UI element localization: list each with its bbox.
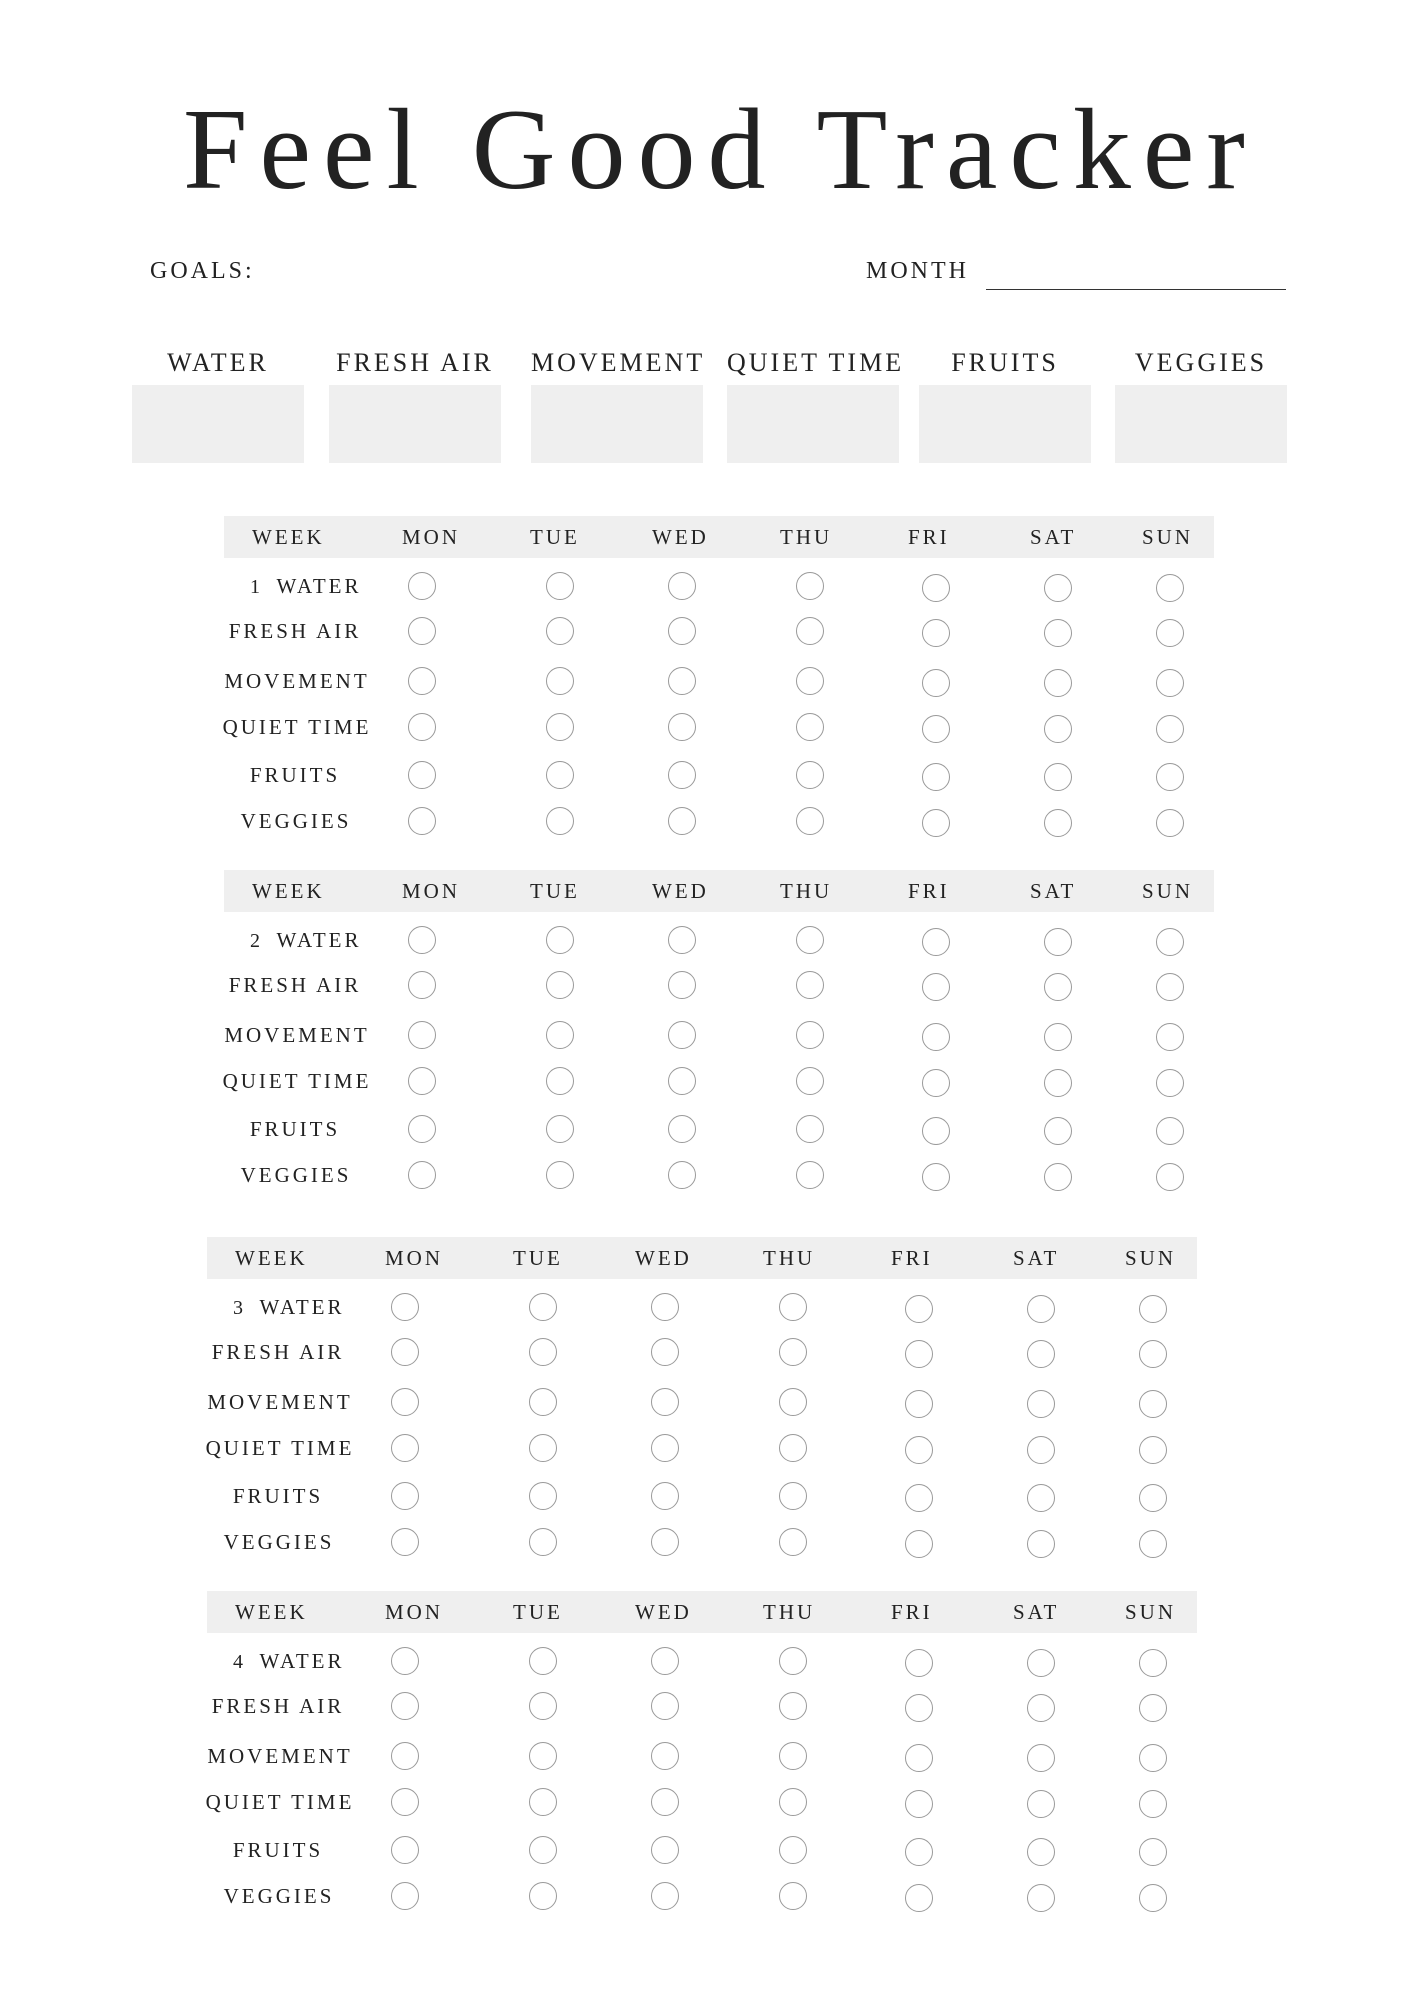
check-circle-sun[interactable] [1139,1436,1167,1464]
check-circle-thu[interactable] [796,761,824,789]
check-circle-fri[interactable] [922,669,950,697]
habit-row-label: VEGGIES [223,1884,335,1908]
check-circle-fri[interactable] [905,1530,933,1558]
check-circle-thu[interactable] [779,1788,807,1816]
day-header-tue: TUE [530,879,580,903]
check-circle-sun[interactable] [1139,1790,1167,1818]
page-title: Feel Good Tracker [183,86,1257,214]
habit-goal-4 [727,347,905,379]
check-circle-tue[interactable] [529,1647,557,1675]
check-circle-tue[interactable] [529,1836,557,1864]
check-circle-mon[interactable] [391,1882,419,1910]
habit-row-label: MOVEMENT [224,669,370,693]
check-circle-tue[interactable] [529,1482,557,1510]
check-circle-sun[interactable] [1156,973,1184,1001]
habit-goal-box[interactable] [1115,385,1287,463]
day-header-thu: THU [780,879,833,903]
check-circle-fri[interactable] [905,1744,933,1772]
check-circle-mon[interactable] [408,1161,436,1189]
week-header-label: WEEK [252,525,325,549]
check-circle-tue[interactable] [546,971,574,999]
check-circle-mon[interactable] [408,1021,436,1049]
check-circle-tue[interactable] [546,572,574,600]
habit-goal-box[interactable] [531,385,703,463]
check-circle-wed[interactable] [668,761,696,789]
habit-name: WATER [167,348,269,377]
check-circle-thu[interactable] [796,971,824,999]
habit-name: FRUITS [951,348,1059,377]
check-circle-thu[interactable] [779,1882,807,1910]
check-circle-sun[interactable] [1156,809,1184,837]
check-circle-sat[interactable] [1044,619,1072,647]
day-header-wed: WED [635,1600,692,1624]
check-circle-mon[interactable] [391,1528,419,1556]
check-circle-tue[interactable] [546,761,574,789]
check-circle-tue[interactable] [546,926,574,954]
check-circle-wed[interactable] [668,713,696,741]
check-circle-tue[interactable] [529,1528,557,1556]
check-circle-fri[interactable] [922,1163,950,1191]
check-circle-wed[interactable] [668,1021,696,1049]
check-circle-wed[interactable] [651,1692,679,1720]
day-header-tue: TUE [513,1600,563,1624]
habit-row-label: WATER [276,928,362,952]
habit-row-label: FRUITS [232,1484,324,1508]
habit-row-label: QUIET TIME [222,715,372,739]
check-circle-fri[interactable] [905,1790,933,1818]
check-circle-wed[interactable] [651,1338,679,1366]
check-circle-sat[interactable] [1044,574,1072,602]
check-circle-sun[interactable] [1156,763,1184,791]
check-circle-tue[interactable] [546,1021,574,1049]
week-number: 3 [233,1297,243,1319]
check-circle-mon[interactable] [391,1647,419,1675]
check-circle-tue[interactable] [546,1161,574,1189]
check-circle-sun[interactable] [1139,1484,1167,1512]
day-header-sat: SAT [1013,1600,1060,1624]
habit-name: VEGGIES [1134,348,1268,377]
day-header-mon: MON [385,1246,444,1270]
check-circle-wed[interactable] [651,1293,679,1321]
check-circle-wed[interactable] [651,1788,679,1816]
check-circle-thu[interactable] [779,1338,807,1366]
day-header-sat: SAT [1013,1246,1060,1270]
check-circle-sun[interactable] [1139,1694,1167,1722]
check-circle-tue[interactable] [546,1115,574,1143]
habit-row-label: WATER [259,1295,345,1319]
check-circle-thu[interactable] [796,926,824,954]
day-header-fri: FRI [908,879,950,903]
check-circle-thu[interactable] [796,1161,824,1189]
day-header-fri: FRI [891,1246,933,1270]
check-circle-mon[interactable] [391,1692,419,1720]
habit-name: MOVEMENT [531,348,706,377]
month-input-line[interactable] [986,289,1286,290]
check-circle-tue[interactable] [546,1067,574,1095]
habit-row-label: FRESH AIR [228,619,362,643]
habit-row-label: MOVEMENT [207,1390,353,1414]
check-circle-sun[interactable] [1156,1023,1184,1051]
day-header-mon: MON [402,525,461,549]
check-circle-fri[interactable] [905,1884,933,1912]
week-number: 2 [250,930,260,952]
check-circle-wed[interactable] [651,1882,679,1910]
check-circle-sat[interactable] [1044,669,1072,697]
check-circle-sat[interactable] [1027,1390,1055,1418]
check-circle-wed[interactable] [668,1115,696,1143]
check-circle-sun[interactable] [1139,1390,1167,1418]
day-header-sun: SUN [1142,525,1194,549]
check-circle-wed[interactable] [651,1647,679,1675]
habit-row-label: FRESH AIR [211,1694,345,1718]
check-circle-sun[interactable] [1139,1340,1167,1368]
day-header-sun: SUN [1125,1246,1177,1270]
check-circle-wed[interactable] [668,1161,696,1189]
check-circle-fri[interactable] [905,1340,933,1368]
habit-row-label: WATER [259,1649,345,1673]
check-circle-tue[interactable] [529,1338,557,1366]
check-circle-wed[interactable] [668,617,696,645]
check-circle-mon[interactable] [408,572,436,600]
check-circle-sun[interactable] [1156,1069,1184,1097]
habit-goal-box[interactable] [919,385,1091,463]
habit-row-label: FRUITS [249,763,341,787]
check-circle-fri[interactable] [905,1484,933,1512]
check-circle-wed[interactable] [668,572,696,600]
week-header-label: WEEK [252,879,325,903]
check-circle-sat[interactable] [1027,1295,1055,1323]
check-circle-fri[interactable] [922,1069,950,1097]
check-circle-sat[interactable] [1044,1023,1072,1051]
check-circle-sat[interactable] [1044,1069,1072,1097]
check-circle-sat[interactable] [1044,928,1072,956]
check-circle-wed[interactable] [651,1388,679,1416]
check-circle-tue[interactable] [529,1293,557,1321]
week-block-1 [224,516,1214,836]
check-circle-fri[interactable] [905,1295,933,1323]
check-circle-fri[interactable] [905,1838,933,1866]
check-circle-mon[interactable] [408,926,436,954]
check-circle-tue[interactable] [529,1388,557,1416]
check-circle-thu[interactable] [796,807,824,835]
check-circle-wed[interactable] [668,667,696,695]
check-circle-sat[interactable] [1027,1530,1055,1558]
check-circle-thu[interactable] [779,1482,807,1510]
habit-goal-3 [531,347,706,379]
habit-row-label: WATER [276,574,362,598]
check-circle-sun[interactable] [1139,1838,1167,1866]
check-circle-wed[interactable] [651,1434,679,1462]
habit-goal-box[interactable] [132,385,304,463]
habit-goal-box[interactable] [329,385,501,463]
check-circle-fri[interactable] [905,1694,933,1722]
week-number: 1 [250,576,260,598]
check-circle-sun[interactable] [1139,1649,1167,1677]
check-circle-sat[interactable] [1027,1340,1055,1368]
day-header-thu: THU [780,525,833,549]
day-header-wed: WED [652,879,709,903]
check-circle-fri[interactable] [922,809,950,837]
check-circle-sun[interactable] [1156,1117,1184,1145]
day-header-thu: THU [763,1600,816,1624]
day-header-wed: WED [652,525,709,549]
check-circle-thu[interactable] [779,1434,807,1462]
check-circle-fri[interactable] [922,1117,950,1145]
check-circle-thu[interactable] [779,1836,807,1864]
check-circle-fri[interactable] [905,1390,933,1418]
check-circle-sun[interactable] [1156,619,1184,647]
habit-name: FRESH AIR [336,348,494,377]
check-circle-tue[interactable] [529,1692,557,1720]
check-circle-sat[interactable] [1027,1484,1055,1512]
check-circle-wed[interactable] [651,1482,679,1510]
check-circle-mon[interactable] [408,667,436,695]
check-circle-fri[interactable] [922,928,950,956]
habit-row-label: MOVEMENT [207,1744,353,1768]
day-header-tue: TUE [513,1246,563,1270]
day-header-sat: SAT [1030,525,1077,549]
habit-goal-6 [1115,347,1287,379]
check-circle-wed[interactable] [651,1528,679,1556]
habit-row-label: FRUITS [249,1117,341,1141]
week-block-3 [207,1237,1197,1557]
check-circle-sat[interactable] [1027,1694,1055,1722]
habit-row-label: VEGGIES [240,809,352,833]
check-circle-sun[interactable] [1156,574,1184,602]
check-circle-thu[interactable] [796,1115,824,1143]
habit-goal-1 [132,347,304,379]
check-circle-thu[interactable] [779,1742,807,1770]
check-circle-sat[interactable] [1044,763,1072,791]
week-block-4 [207,1591,1197,1911]
check-circle-sat[interactable] [1027,1838,1055,1866]
day-header-fri: FRI [891,1600,933,1624]
check-circle-fri[interactable] [922,619,950,647]
check-circle-mon[interactable] [391,1742,419,1770]
check-circle-tue[interactable] [546,807,574,835]
check-circle-sat[interactable] [1044,973,1072,1001]
check-circle-wed[interactable] [668,926,696,954]
check-circle-mon[interactable] [408,761,436,789]
check-circle-sun[interactable] [1139,1295,1167,1323]
check-circle-sun[interactable] [1139,1744,1167,1772]
check-circle-sun[interactable] [1156,1163,1184,1191]
goals-label: GOALS: [150,258,255,284]
check-circle-wed[interactable] [668,807,696,835]
check-circle-mon[interactable] [408,807,436,835]
habit-row-label: FRESH AIR [211,1340,345,1364]
check-circle-sat[interactable] [1027,1436,1055,1464]
check-circle-mon[interactable] [408,1115,436,1143]
week-number: 4 [233,1651,243,1673]
habit-row-label: QUIET TIME [205,1436,355,1460]
check-circle-mon[interactable] [391,1338,419,1366]
check-circle-sat[interactable] [1027,1884,1055,1912]
check-circle-thu[interactable] [779,1293,807,1321]
check-circle-sat[interactable] [1027,1649,1055,1677]
check-circle-sun[interactable] [1156,715,1184,743]
week-header-label: WEEK [235,1246,308,1270]
habit-goal-box[interactable] [727,385,899,463]
day-header-tue: TUE [530,525,580,549]
check-circle-fri[interactable] [905,1649,933,1677]
check-circle-tue[interactable] [546,667,574,695]
habit-goal-5 [919,347,1091,379]
check-circle-tue[interactable] [529,1788,557,1816]
day-header-sat: SAT [1030,879,1077,903]
check-circle-sat[interactable] [1044,1163,1072,1191]
habit-row-label: VEGGIES [240,1163,352,1187]
check-circle-sat[interactable] [1027,1744,1055,1772]
check-circle-fri[interactable] [922,715,950,743]
check-circle-thu[interactable] [779,1528,807,1556]
check-circle-mon[interactable] [391,1788,419,1816]
check-circle-fri[interactable] [922,1023,950,1051]
day-header-fri: FRI [908,525,950,549]
check-circle-thu[interactable] [796,1067,824,1095]
habit-row-label: VEGGIES [223,1530,335,1554]
check-circle-thu[interactable] [796,1021,824,1049]
check-circle-mon[interactable] [408,971,436,999]
check-circle-tue[interactable] [529,1434,557,1462]
check-circle-sun[interactable] [1156,928,1184,956]
check-circle-fri[interactable] [922,973,950,1001]
day-header-sun: SUN [1125,1600,1177,1624]
check-circle-mon[interactable] [391,1434,419,1462]
check-circle-fri[interactable] [922,574,950,602]
check-circle-thu[interactable] [796,572,824,600]
check-circle-wed[interactable] [668,1067,696,1095]
check-circle-thu[interactable] [779,1647,807,1675]
check-circle-sat[interactable] [1044,809,1072,837]
check-circle-sun[interactable] [1156,669,1184,697]
check-circle-thu[interactable] [796,713,824,741]
check-circle-thu[interactable] [779,1692,807,1720]
check-circle-fri[interactable] [905,1436,933,1464]
check-circle-tue[interactable] [546,713,574,741]
check-circle-tue[interactable] [529,1742,557,1770]
habit-row-label: FRUITS [232,1838,324,1862]
check-circle-wed[interactable] [651,1742,679,1770]
habit-row-label: QUIET TIME [222,1069,372,1093]
day-header-mon: MON [402,879,461,903]
check-circle-mon[interactable] [391,1482,419,1510]
habit-row-label: QUIET TIME [205,1790,355,1814]
week-block-2 [224,870,1214,1190]
day-header-mon: MON [385,1600,444,1624]
check-circle-mon[interactable] [391,1388,419,1416]
check-circle-tue[interactable] [529,1882,557,1910]
day-header-thu: THU [763,1246,816,1270]
check-circle-fri[interactable] [922,763,950,791]
check-circle-tue[interactable] [546,617,574,645]
check-circle-sun[interactable] [1139,1530,1167,1558]
check-circle-mon[interactable] [391,1293,419,1321]
check-circle-thu[interactable] [796,667,824,695]
check-circle-mon[interactable] [408,713,436,741]
check-circle-sun[interactable] [1139,1884,1167,1912]
check-circle-mon[interactable] [408,1067,436,1095]
check-circle-sat[interactable] [1044,715,1072,743]
check-circle-sat[interactable] [1027,1790,1055,1818]
habit-name: QUIET TIME [727,348,905,377]
check-circle-mon[interactable] [408,617,436,645]
check-circle-wed[interactable] [651,1836,679,1864]
month-label: MONTH [866,258,969,284]
check-circle-sat[interactable] [1044,1117,1072,1145]
day-header-sun: SUN [1142,879,1194,903]
habit-row-label: MOVEMENT [224,1023,370,1047]
habit-row-label: FRESH AIR [228,973,362,997]
habit-goal-2 [329,347,501,379]
day-header-wed: WED [635,1246,692,1270]
check-circle-thu[interactable] [779,1388,807,1416]
week-header-label: WEEK [235,1600,308,1624]
check-circle-mon[interactable] [391,1836,419,1864]
check-circle-wed[interactable] [668,971,696,999]
check-circle-thu[interactable] [796,617,824,645]
